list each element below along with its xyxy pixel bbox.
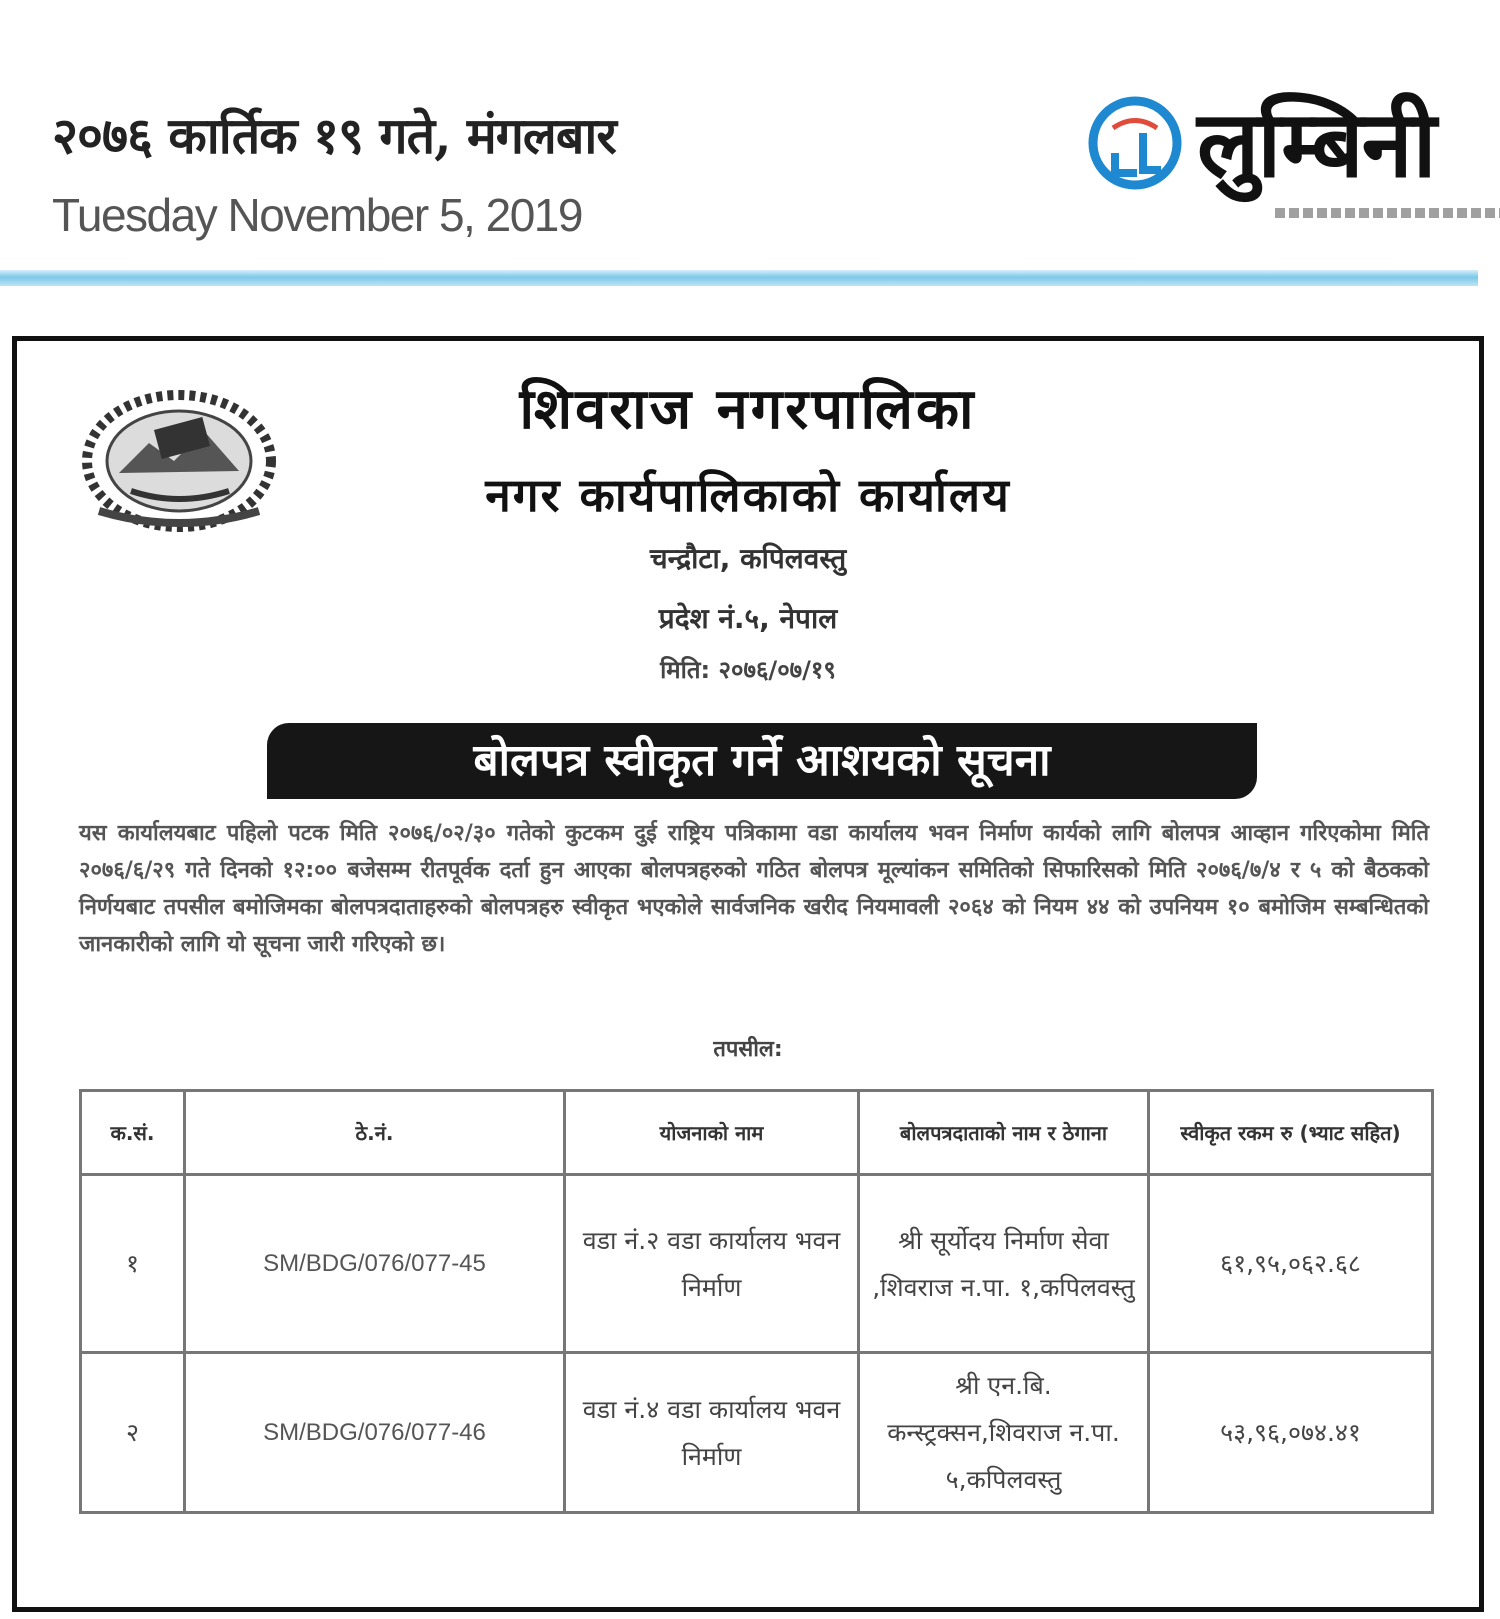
table-row xyxy=(81,1175,1433,1353)
cell-bidder: श्री सूर्योदय निर्माण सेवा ,शिवराज न.पा. १,कपिलवस्तु xyxy=(859,1175,1149,1353)
lumbini-logo-icon xyxy=(1085,58,1185,228)
header-bidder: बोलपत्रदाताको नाम र ठेगाना xyxy=(859,1091,1149,1175)
newspaper-masthead xyxy=(0,0,1500,310)
cell-contract-no: SM/BDG/076/077-45 xyxy=(185,1175,565,1353)
newspaper-name: लुम्बिनी xyxy=(1197,91,1435,198)
header-project-name: योजनाको नाम xyxy=(565,1091,859,1175)
header-sn: क.सं. xyxy=(81,1091,185,1175)
cell-sn: २ xyxy=(81,1353,185,1513)
tender-notice xyxy=(12,336,1484,1612)
notice-body: यस कार्यालयबाट पहिलो पटक मिति २०७६/०२/३० गतेको कुटकम दुई राष्ट्रिय पत्रिकामा वडा कार्यालय भवन निर्माण कार्यको लागि बोलपत्र आव्हान गरिएकोमा मिति २०७६/६/२९ गते दिनको १२:०० बजेसम्म रीतपूर्वक दर्ता हुन आएका बोलपत्रहरुको गठित बोलपत्र मूल्यांकन समितिको सिफारिसको मिति २०७६/७/४ र ५ को बैठकको निर्णयबाट तपसील बमोजिमका बोलपत्रदाताहरुको बोलपत्रहरु स्वीकृत भएकोले सार्वजनिक खरीद नियमावली २०६४ को नियम ४४ को उपनियम १० बमोजिम सम्बन्धितको जानकारीको लागि यो सूचना जारी गरिएको छ। xyxy=(79,821,1429,957)
award-table xyxy=(79,1089,1434,1514)
cell-project-name: वडा नं.२ वडा कार्यालय भवन निर्माण xyxy=(565,1175,859,1353)
cell-contract-no: SM/BDG/076/077-46 xyxy=(185,1353,565,1513)
cell-bidder: श्री एन.बि. कन्स्ट्रक्सन,शिवराज न.पा. ५,कपिलवस्तु xyxy=(859,1353,1149,1513)
header-amount: स्वीकृत रकम रु (भ्याट सहित) xyxy=(1149,1091,1433,1175)
header-contract-no: ठे.नं. xyxy=(185,1091,565,1175)
cell-amount: ५३,९६,०७४.४१ xyxy=(1149,1353,1433,1513)
date-english: Tuesday November 5, 2019 xyxy=(52,189,582,241)
org-name: शिवराज नगरपालिका xyxy=(519,377,977,442)
office-province: प्रदेश नं.५, नेपाल xyxy=(658,602,838,635)
date-nepali: २०७६ कार्तिक १९ गते, मंगलबार xyxy=(52,106,616,165)
newspaper-tagline xyxy=(1275,208,1500,218)
header-divider xyxy=(0,270,1478,286)
notice-date: मिति: २०७६/०७/१९ xyxy=(660,656,836,684)
office-name: नगर कार्यपालिकाको कार्यालय xyxy=(485,468,1011,522)
newspaper-brand xyxy=(1085,58,1465,238)
cell-sn: १ xyxy=(81,1175,185,1353)
table-header-row xyxy=(81,1091,1433,1175)
cell-project-name: वडा नं.४ वडा कार्यालय भवन निर्माण xyxy=(565,1353,859,1513)
notice-title: बोलपत्र स्वीकृत गर्ने आशयको सूचना xyxy=(267,723,1257,799)
table-row xyxy=(81,1353,1433,1513)
table-caption: तपसील: xyxy=(713,1037,783,1062)
cell-amount: ६१,९५,०६२.६८ xyxy=(1149,1175,1433,1353)
office-address: चन्द्रौटा, कपिलवस्तु xyxy=(649,542,847,575)
